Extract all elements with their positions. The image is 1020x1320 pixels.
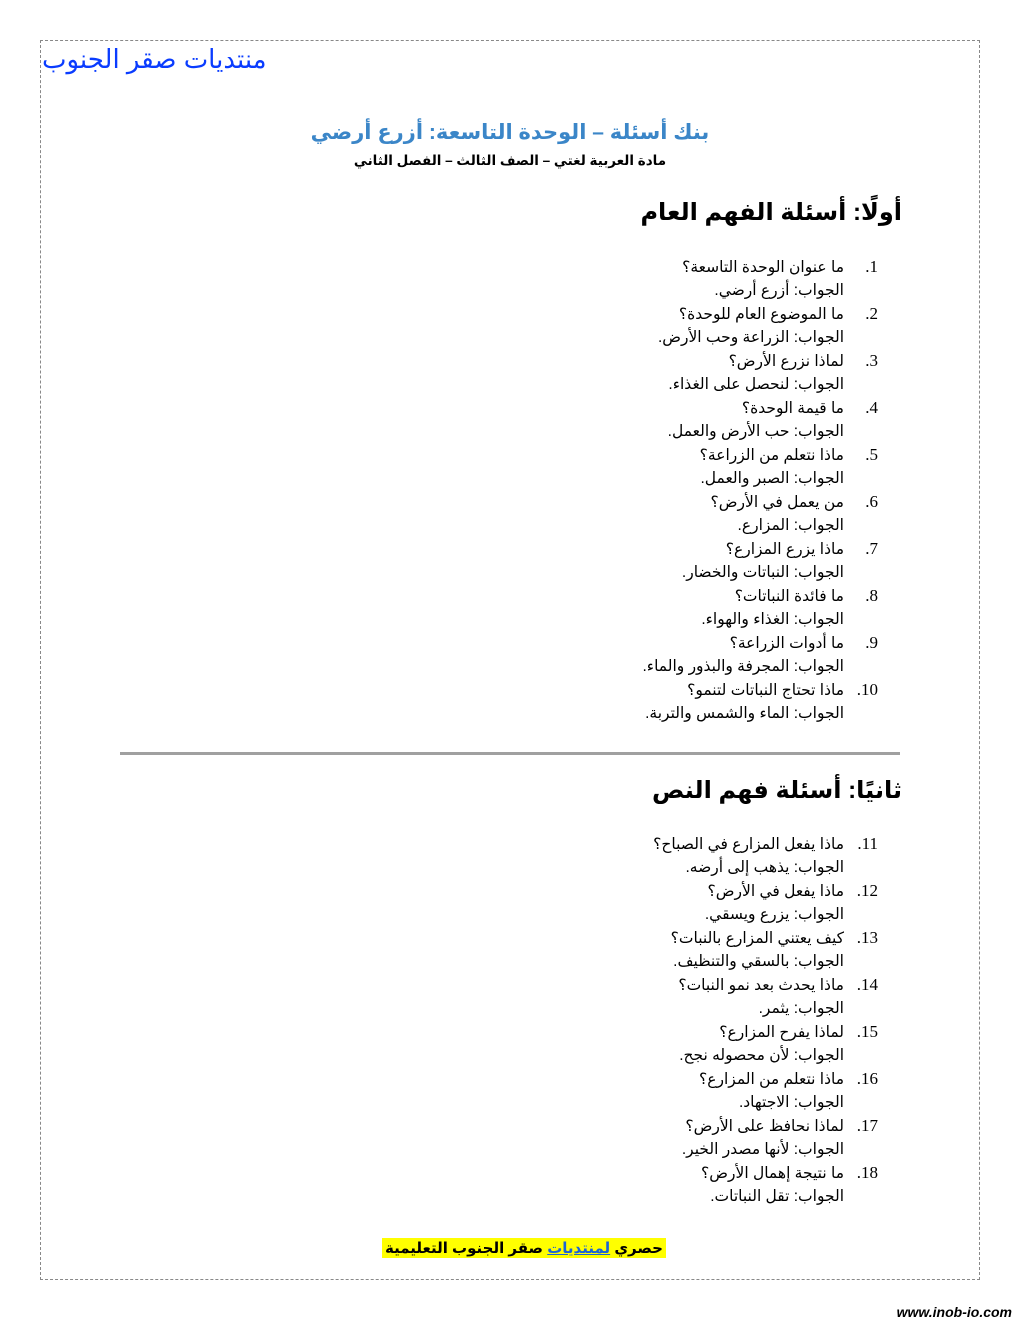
answer-item	[653, 1091, 878, 1114]
question-item	[642, 678, 878, 702]
question-number: 1.	[865, 257, 878, 276]
question-text: ما نتيجة إهمال الأرض؟	[701, 1165, 844, 1182]
question-item	[642, 490, 878, 514]
question-text: ماذا يزرع المزارع؟	[725, 541, 844, 558]
answer-item	[642, 514, 878, 537]
answer-text: الجواب: لأن محصوله نجح.	[679, 1047, 844, 1064]
question-number: 11.	[857, 834, 878, 853]
question-number: 5.	[865, 445, 878, 464]
answer-item	[642, 608, 878, 631]
answer-item	[653, 950, 878, 973]
question-text: ماذا نتعلم من المزارع؟	[699, 1071, 844, 1088]
question-item	[653, 879, 878, 903]
question-number: 2.	[865, 304, 878, 323]
site-name-link[interactable]: منتديات صقر الجنوب	[42, 44, 267, 74]
answer-item	[653, 1044, 878, 1067]
answer-item	[653, 1138, 878, 1161]
answer-item	[653, 997, 878, 1020]
answer-text: الجواب: المجرفة والبذور والماء.	[642, 658, 844, 675]
answer-text: الجواب: النباتات والخضار.	[681, 564, 844, 581]
answer-text: الجواب: يذهب إلى أرضه.	[685, 859, 844, 876]
question-item	[642, 584, 878, 608]
answer-item	[642, 655, 878, 678]
footer-prefix: حصري	[614, 1240, 663, 1257]
site-url: www.inob-io.com	[896, 1304, 1012, 1320]
question-item	[642, 443, 878, 467]
question-text: ما أدوات الزراعة؟	[729, 635, 844, 652]
question-number: 12.	[856, 881, 878, 900]
section-heading-general: أولًا: أسئلة الفهم العام	[640, 199, 902, 226]
answer-item	[642, 561, 878, 584]
page-subtitle: مادة العربية لغتي – الصف الثالث – الفصل الثاني	[353, 153, 667, 168]
question-number: 18.	[856, 1163, 878, 1182]
answer-text: الجواب: الصبر والعمل.	[700, 470, 844, 487]
question-number: 8.	[865, 586, 878, 605]
question-text: ما الموضوع العام للوحدة؟	[678, 306, 844, 323]
question-text: ما قيمة الوحدة؟	[741, 400, 844, 417]
answer-text: الجواب: لأنها مصدر الخير.	[681, 1141, 844, 1158]
question-text: ماذا تحتاج النباتات لتنمو؟	[687, 682, 844, 699]
answer-item	[642, 702, 878, 725]
answer-item	[642, 420, 878, 443]
answer-text: الجواب: تقل النباتات.	[710, 1188, 844, 1205]
question-text: كيف يعتني المزارع بالنبات؟	[670, 930, 844, 947]
answer-text: الجواب: الغذاء والهواء.	[701, 611, 844, 628]
question-number: 6.	[865, 492, 878, 511]
question-text: ماذا يفعل في الأرض؟	[707, 883, 844, 900]
question-text: لماذا يفرح المزارع؟	[719, 1024, 844, 1041]
answer-text: الجواب: بالسقي والتنظيف.	[673, 953, 844, 970]
answer-text: الجواب: لنحصل على الغذاء.	[668, 376, 844, 393]
answer-item	[642, 279, 878, 302]
question-item	[653, 832, 878, 856]
question-item	[653, 1161, 878, 1185]
question-list-text	[653, 832, 878, 1208]
question-number: 3.	[865, 351, 878, 370]
answer-item	[642, 373, 878, 396]
question-list-general	[642, 255, 878, 725]
section-heading-text: ثانيًا: أسئلة فهم النص	[652, 777, 902, 804]
divider	[120, 752, 900, 755]
page-title: بنك أسئلة – الوحدة التاسعة: أزرع أرضي	[310, 121, 710, 144]
question-item	[642, 349, 878, 373]
question-text: ما عنوان الوحدة التاسعة؟	[682, 259, 844, 276]
answer-text: الجواب: يزرع ويسقي.	[704, 906, 844, 923]
question-number: 17.	[856, 1116, 878, 1135]
answer-text: الجواب: الماء والشمس والتربة.	[645, 705, 844, 722]
question-item	[653, 1114, 878, 1138]
question-number: 15.	[856, 1022, 878, 1041]
question-item	[642, 537, 878, 561]
question-number: 16.	[856, 1069, 878, 1088]
question-item	[653, 1067, 878, 1091]
question-text: ماذا يفعل المزارع في الصباح؟	[653, 836, 844, 853]
question-item	[653, 1020, 878, 1044]
question-number: 9.	[865, 633, 878, 652]
question-number: 14.	[856, 975, 878, 994]
question-text: لماذا نحافظ على الأرض؟	[685, 1118, 844, 1135]
question-item	[642, 396, 878, 420]
question-text: ماذا نتعلم من الزراعة؟	[699, 447, 844, 464]
question-number: 13.	[856, 928, 878, 947]
footer-banner	[382, 1238, 666, 1258]
footer-link[interactable]: لمنتديات	[547, 1240, 611, 1257]
question-number: 7.	[865, 539, 878, 558]
question-item	[642, 255, 878, 279]
answer-item	[653, 856, 878, 879]
question-text: ما فائدة النباتات؟	[734, 588, 844, 605]
answer-text: الجواب: الاجتهاد.	[738, 1094, 844, 1111]
answer-item	[653, 1185, 878, 1208]
question-item	[653, 926, 878, 950]
question-item	[642, 631, 878, 655]
question-text: لماذا نزرع الأرض؟	[728, 353, 844, 370]
footer-suffix: صقر الجنوب التعليمية	[385, 1240, 544, 1257]
answer-text: الجواب: الزراعة وحب الأرض.	[657, 329, 844, 346]
answer-text: الجواب: أزرع أرضي.	[714, 282, 844, 299]
answer-item	[642, 326, 878, 349]
question-item	[642, 302, 878, 326]
answer-item	[653, 903, 878, 926]
question-number: 10.	[856, 680, 878, 699]
answer-item	[642, 467, 878, 490]
question-text: ماذا يحدث بعد نمو النبات؟	[678, 977, 844, 994]
answer-text: الجواب: المزارع.	[737, 517, 844, 534]
question-item	[653, 973, 878, 997]
answer-text: الجواب: يثمر.	[758, 1000, 844, 1017]
question-text: من يعمل في الأرض؟	[710, 494, 844, 511]
answer-text: الجواب: حب الأرض والعمل.	[667, 423, 844, 440]
question-number: 4.	[865, 398, 878, 417]
